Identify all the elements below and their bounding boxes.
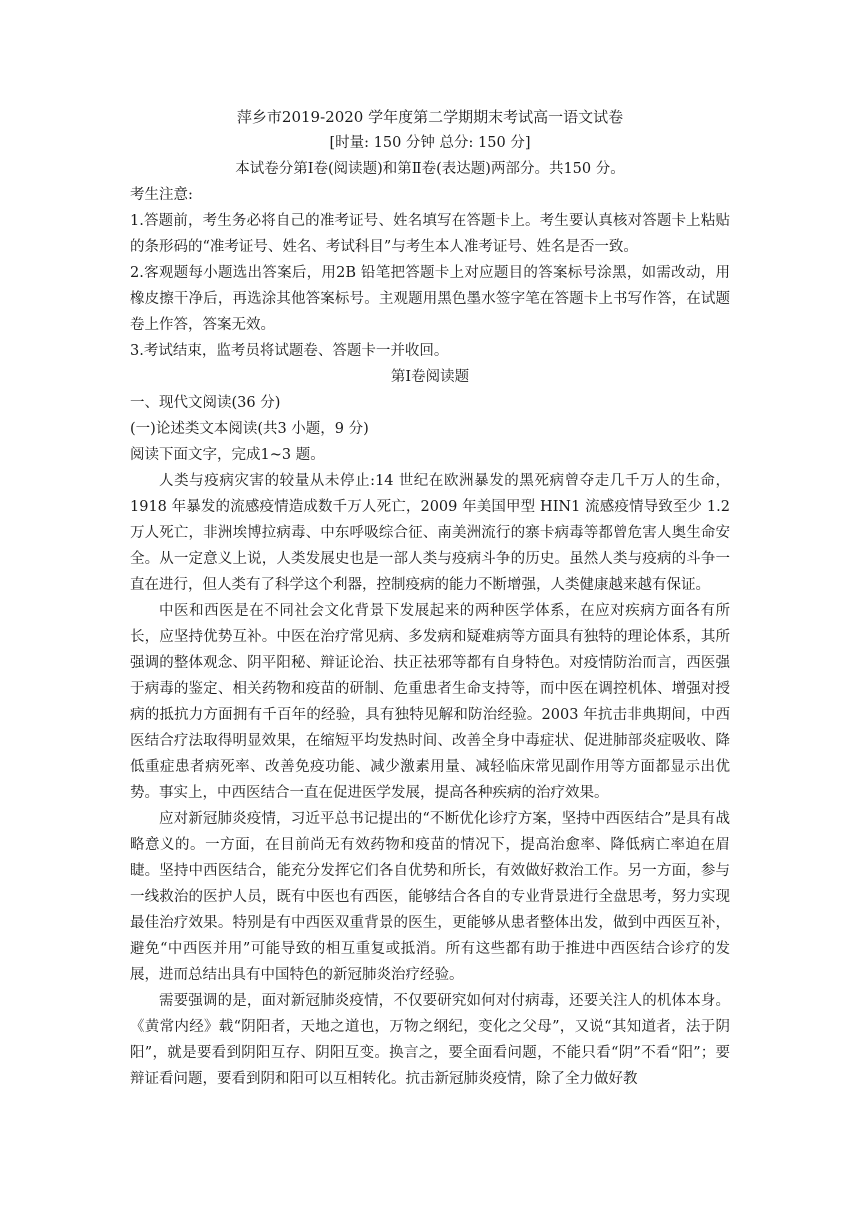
passage-paragraph-1: 人类与疫病灾害的较量从未停止:14 世纪在欧洲暴发的黑死病曾夺走几千万人的生命，1918 年暴发的流感疫情造成数千万人死亡，2009 年美国甲型 HIN1 流感疫情导致至少 1.2 万人死亡，非洲埃博拉病毒、中东呼吸综合征、南美洲流行的寨卡病毒等都曾危害人奥生命安全。从一定意义上说，人类发展史也是一部人类与疫病斗争的历史。虽然人类与疫病的斗争一直在进行，但人类有了科学这个利器，控制疫病的能力不断增强，人类健康越来越有保证。	[130, 473, 730, 593]
passage-paragraph-2: 中医和西医是在不同社会文化背景下发展起来的两种医学体系，在应对疾病方面各有所长，应坚持优势互补。中医在治疗常见病、多发病和疑难病等方面具有独特的理论体系，其所强调的整体观念、阴平阳秘、辩证论治、扶正祛邪等都有自身特色。对疫情防治而言，西医强于病毒的鉴定、相关药物和疫苗的研制、危重患者生命支持等，而中医在调控机体、增强对授病的抵抗力方面拥有千百年的经验，具有独特见解和防治经验。2003 年抗击非典期间，中西医结合疗法取得明显效果，在缩短平均发热时间、改善全身中毒症状、促进肺部炎症吸收、降低重症患者病死率、改善免疫功能、减少激素用量、减轻临床常见副作用等方面都显示出优势。事实上，中西医结合一直在促进医学发展，提高各种疾病的治疗效果。	[130, 603, 730, 801]
time-score-info: [时量: 150 分钟 总分: 150 分]	[329, 135, 531, 151]
passage-paragraph-4: 需要强调的是，面对新冠肺炎疫情，不仅要研究如何对付病毒，还要关注人的机体本身。《黄常内经》载“阴阳者，天地之道也，万物之纲纪，变化之父母”，又说“其知道者，法于阴阳”，就是要看到阴阳互存、阴阳互变。换言之，要全面看问题，不能只看“阴”不看“阳”；要辩证看问题，要看到阴和阳可以互相转化。抗击新冠肺炎疫情，除了全力做好教	[130, 993, 730, 1087]
volume-title: 第Ⅰ卷阅读题	[390, 369, 470, 385]
notice-heading: 考生注意:	[130, 187, 193, 203]
exam-page	[130, 104, 730, 1092]
notice-item-3: 3.考试结束，监考员将试题卷、答题卡一并收回。	[130, 343, 449, 359]
subsection-heading: (一)论述类文本阅读(共3 小题，9 分)	[130, 421, 369, 437]
part-heading: 一、现代文阅读(36 分)	[130, 395, 281, 411]
notice-item-1: 1.答题前，考生务必将自己的准考证号、姓名填写在答题卡上。考生要认真核对答题卡上粘贴的条形码的“准考证号、姓名、考试科目”与考生本人准考证号、姓名是否一致。	[130, 213, 730, 255]
reading-instruction: 阅读下面文字，完成1~3 题。	[130, 447, 325, 463]
notice-item-2: 2.客观题每小题选出答案后，用2B 铅笔把答题卡上对应题目的答案标号涂黑，如需改动，用橡皮擦干净后，再选涂其他答案标号。主观题用黑色墨水签字笔在答题卡上书写作答，在试题卷上作答，答案无效。	[130, 265, 730, 333]
passage-paragraph-3: 应对新冠肺炎疫情，习近平总书记提出的“不断优化诊疗方案，坚持中西医结合”是具有战略意义的。一方面，在目前尚无有效药物和疫苗的情况下，提高治愈率、降低病亡率迫在眉睫。坚持中西医结合，能充分发挥它们各自优势和所长，有效做好救治工作。另一方面，参与一线救治的医护人员，既有中医也有西医，能够结合各自的专业背景进行全盘思考，努力实现最佳治疗效果。特别是有中西医双重背景的医生，更能够从患者整体出发，做到中西医互补，避免“中西医并用”可能导致的相互重复或抵消。所有这些都有助于推进中西医结合诊疗的发展，进而总结出具有中国特色的新冠肺炎治疗经验。	[130, 811, 730, 983]
exam-title: 萍乡市2019-2020 学年度第二学期期末考试高一语文试卷	[236, 108, 624, 126]
exam-intro: 本试卷分第Ⅰ卷(阅读题)和第Ⅱ卷(表达题)两部分。共150 分。	[235, 161, 625, 177]
